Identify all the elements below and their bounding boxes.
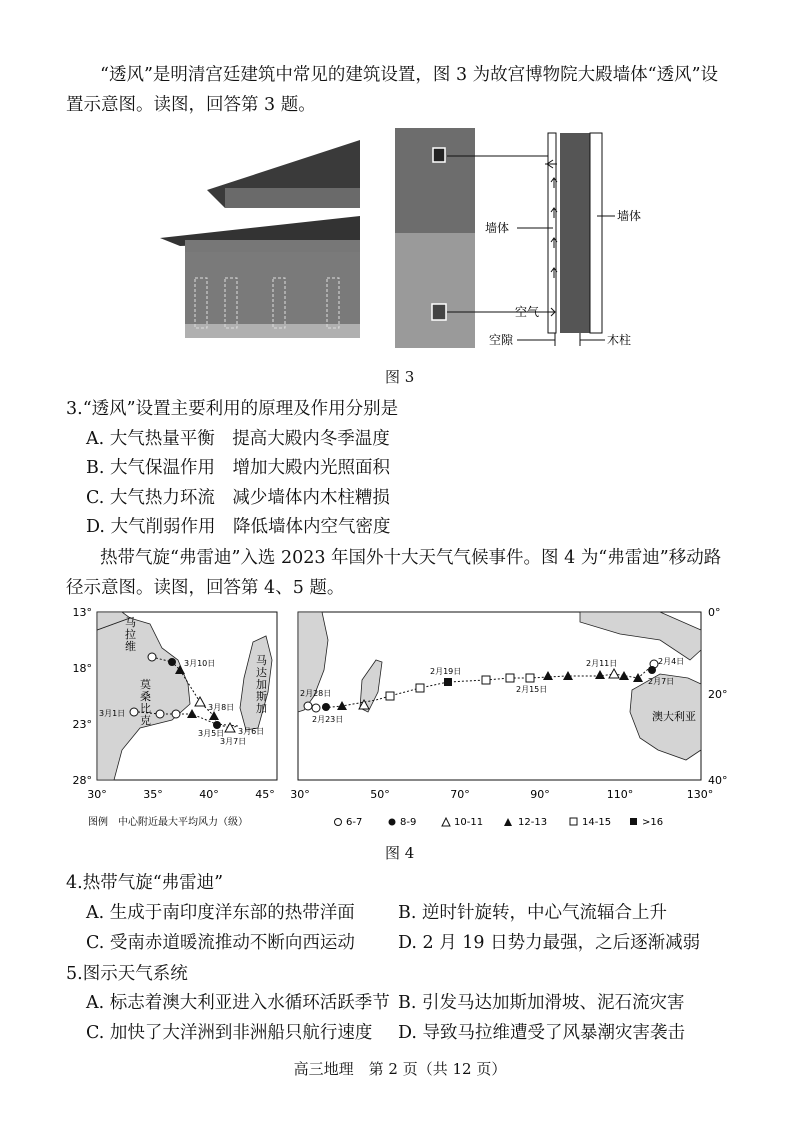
q5-option-c: C. 加快了大洋洲到非洲船只航行速度 <box>86 1023 373 1043</box>
right-lon-tick: 50° <box>370 788 390 801</box>
q4-option-a: A. 生成于南印度洋东部的热带洋面 <box>86 903 355 923</box>
fig4-caption: 图 4 <box>385 844 415 862</box>
place-malawi-1: 马 <box>125 616 136 629</box>
intro2-line1: 热带气旋“弗雷迪”入选 2023 年国外十大天气气候事件。图 4 为“弗雷迪”移动路 <box>100 548 722 568</box>
left-lon-tick: 40° <box>199 788 219 801</box>
legend-item: 6-7 <box>346 817 363 828</box>
right-lon-tick: 110° <box>606 788 634 801</box>
date-label: 2月15日 <box>516 685 548 694</box>
figure-4 <box>60 600 740 838</box>
place-malawi-3: 维 <box>125 640 136 653</box>
q4-option-c: C. 受南赤道暖流推动不断向西运动 <box>86 933 355 953</box>
date-label: 2月4日 <box>658 657 685 666</box>
marker-8-9 <box>213 721 221 729</box>
q5-option-a: A. 标志着澳大利亚进入水循环活跃季节 <box>86 993 390 1013</box>
date-label: 3月6日 <box>238 727 265 736</box>
place-malawi-2: 拉 <box>125 628 136 641</box>
legend-item: >16 <box>642 817 664 828</box>
legend-title: 图例 中心附近最大平均风力（级） <box>88 817 248 828</box>
palace-illustration <box>160 140 360 338</box>
place-mozambique-3: 比 <box>140 702 151 715</box>
label-gap: 空隙 <box>489 333 514 347</box>
marker-8-9 <box>322 703 330 711</box>
label-air: 空气 <box>515 305 540 319</box>
date-label: 3月10日 <box>184 659 216 668</box>
legend-item: 10-11 <box>454 817 484 828</box>
q5-stem: 5.图示天气系统 <box>66 964 188 984</box>
left-lat-tick: 13° <box>72 606 92 619</box>
legend <box>88 815 663 828</box>
date-label: 3月8日 <box>208 703 235 712</box>
marker-8-9 <box>168 658 176 666</box>
intro1-line1: “透风”是明清宫廷建筑中常见的建筑设置，图 3 为故宫博物院大殿墙体“透风”设 <box>100 65 719 85</box>
marker-6-7 <box>148 653 156 661</box>
place-madagascar-3: 加 <box>256 678 267 691</box>
date-label: 2月7日 <box>648 677 675 686</box>
q4-option-d: D. 2 月 19 日势力最强，之后逐渐减弱 <box>398 933 701 953</box>
legend-item: 12-13 <box>518 817 548 828</box>
q5-option-b: B. 引发马达加斯加滑坡、泥石流灾害 <box>398 993 685 1013</box>
marker-14-15 <box>526 674 534 682</box>
legend-square-open <box>570 818 577 825</box>
place-madagascar-2: 达 <box>256 666 267 679</box>
right-lon-tick: 30° <box>290 788 310 801</box>
right-lat-tick: 20° <box>708 688 728 701</box>
figure-3 <box>155 128 675 358</box>
marker-14-15 <box>416 684 424 692</box>
marker-8-9 <box>648 666 656 674</box>
right-map <box>290 606 727 801</box>
legend-square-filled <box>630 818 637 825</box>
q5-option-d: D. 导致马拉维遭受了风暴潮灾害袭击 <box>398 1023 686 1043</box>
legend-triangle-open <box>442 818 450 826</box>
date-label: 2月28日 <box>300 689 332 698</box>
marker-14-15 <box>482 676 490 684</box>
left-lat-tick: 23° <box>72 718 92 731</box>
q3-option-a: A. 大气热量平衡 提高大殿内冬季温度 <box>86 429 390 449</box>
place-madagascar-5: 加 <box>256 702 267 715</box>
q3-option-b: B. 大气保温作用 增加大殿内光照面积 <box>86 458 390 478</box>
right-lat-tick: 0° <box>708 606 721 619</box>
right-lon-tick: 90° <box>530 788 550 801</box>
date-label: 2月19日 <box>430 667 462 676</box>
legend-item: 14-15 <box>582 817 612 828</box>
place-mozambique-2: 桑 <box>140 690 151 703</box>
place-madagascar-4: 斯 <box>256 690 267 703</box>
intro2-line2: 径示意图。读图，回答第 4、5 题。 <box>66 578 345 598</box>
marker-6-7 <box>130 708 138 716</box>
legend-circle-filled <box>389 819 396 826</box>
place-madagascar-1: 马 <box>256 654 267 667</box>
date-label: 3月7日 <box>220 737 247 746</box>
date-label: 3月5日 <box>198 729 225 738</box>
marker-6-7 <box>312 704 320 712</box>
marker-14-15 <box>506 674 514 682</box>
date-label: 3月1日 <box>99 709 126 718</box>
place-mozambique-1: 莫 <box>140 678 151 691</box>
legend-triangle-filled <box>504 818 512 826</box>
right-lat-tick: 40° <box>708 774 728 787</box>
q3-option-c: C. 大气热力环流 减少墙体内木柱糟损 <box>86 488 390 508</box>
place-mozambique-4: 克 <box>140 714 151 727</box>
legend-circle-open <box>335 819 342 826</box>
marker-6-7 <box>172 710 180 718</box>
legend-item: 8-9 <box>400 817 417 828</box>
intro1-line2: 置示意图。读图，回答第 3 题。 <box>66 95 316 115</box>
left-lon-tick: 35° <box>143 788 163 801</box>
marker-6-7 <box>304 702 312 710</box>
q3-option-d: D. 大气削弱作用 降低墙体内空气密度 <box>86 517 391 537</box>
marker-gt16 <box>444 678 452 686</box>
label-pillar: 木柱 <box>607 333 632 347</box>
left-lat-tick: 18° <box>72 662 92 675</box>
right-lon-tick: 130° <box>686 788 714 801</box>
q4-stem: 4.热带气旋“弗雷迪” <box>66 873 224 893</box>
fig3-caption: 图 3 <box>385 368 415 386</box>
left-lat-tick: 28° <box>72 774 92 787</box>
date-label: 2月23日 <box>312 715 344 724</box>
left-lon-tick: 30° <box>87 788 107 801</box>
right-lon-tick: 70° <box>450 788 470 801</box>
left-lon-tick: 45° <box>255 788 275 801</box>
q3-stem: 3.“透风”设置主要利用的原理及作用分别是 <box>66 399 399 419</box>
ventilation-section-diagram <box>485 133 641 347</box>
page-footer: 高三地理 第 2 页（共 12 页） <box>293 1060 507 1078</box>
left-map <box>73 606 278 801</box>
place-australia: 澳大利亚 <box>652 710 696 723</box>
label-wall-left: 墙体 <box>485 221 510 235</box>
q4-option-b: B. 逆时针旋转，中心气流辐合上升 <box>398 903 667 923</box>
marker-14-15 <box>386 692 394 700</box>
label-wall-right: 墙体 <box>617 209 642 223</box>
marker-6-7 <box>156 710 164 718</box>
date-label: 2月11日 <box>586 659 618 668</box>
